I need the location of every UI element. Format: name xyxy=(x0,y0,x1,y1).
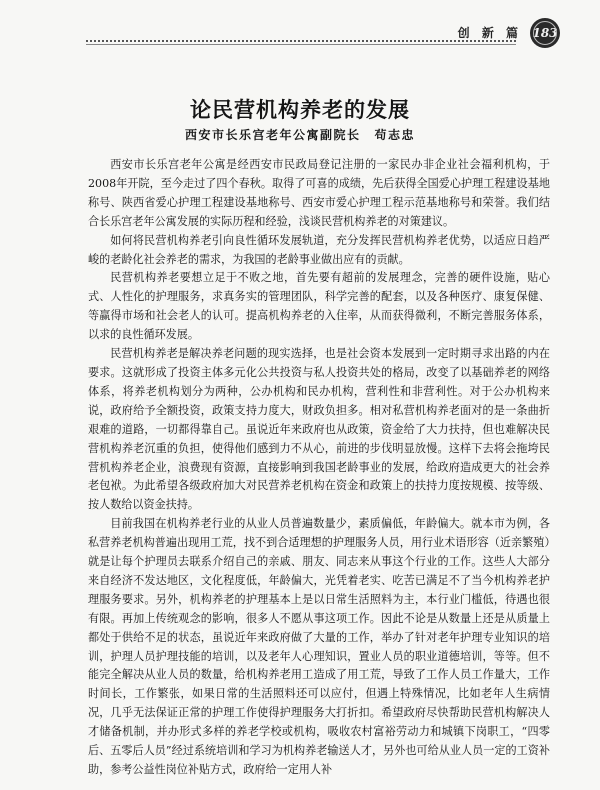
paragraph: 民营机构养老是解决养老问题的现实选择，也是社会资本发展到一定时期寻求出路的内在要求。这就形成了投资主体多元化公共投资与私人投资共处的格局，改变了以基础养老的网络体系，将养老机构划分为两种，公办机构和民办机构，营利性和非营利性。对于公办机构来说，政府给予全额投资，政策支持力度大，财政负担多。相对私营机构养老面对的是一条曲折艰难的道路，一切都得靠自己。虽说近年来政府也从政策，资金给了大力扶持，但也难解决民营机构养老沉重的负担，使得他们感到力不从心，前进的步伐明显放慢。这样下去将会拖垮民营机构养老企业，浪费现有资源，直接影响到我国老龄事业的发展，给政府造成更大的社会养老包袱。为此希望各级政府加大对民营养老机构在资金和政策上的扶持力度按规模、按等级、按人数给以资金扶持。 xyxy=(88,347,550,512)
author-name: 茍志忠 xyxy=(374,128,416,142)
paragraph: 如何将民营机构养老引向良性循环发展轨道，充分发挥民营机构养老优势，以适应日趋严峻的老龄化社会养老的需求，为我国的老龄事业做出应有的贡献。 xyxy=(88,233,550,266)
byline xyxy=(0,126,600,143)
paragraph: 民营机构养老要想立足于不败之地，首先要有超前的发展理念，完善的硬件设施，贴心式、人性化的护理服务，求真务实的管理团队，科学完善的配套，以及各种医疗、康复保健、等赢得市场和社会老人的认可。提高机构养老的入住率，从而获得微利，不断完善服务体系，以求的良性循环发展。 xyxy=(88,271,550,342)
article-title: 论民营机构养老的发展 xyxy=(190,97,410,122)
paragraph: 目前我国在机构养老行业的从业人员普遍数量少，素质偏低，年龄偏大。就本市为例，各私营养老机构普遍出现用工荒，找不到合适理想的护理服务人员，用行业术语形容（近亲繁殖）就是让每个护理员去联系介绍自己的亲戚、朋友、同志来从事这个行业的工作。这些人大部分来自经济不发达地区，文化程度低，年龄偏大，光凭着老实、吃苦已满足不了当今机构养老护理服务要求。另外，机构养老的护理基本上是以日常生活照料为主，本行业门槛低，待遇也很有限。再加上传统观念的影响，很多人不愿从事这项工作。因此不论是从数量上还是从质量上都处于供给不足的状态，虽说近年来政府做了大量的工作，举办了针对老年护理专业知识的培训，护理人员护理技能的培训，以及老年人心理知识，置业人员的职业道德培训，等等。但不能完全解决从业人员的数量，给机构养老用工造成了用工荒，导致了工作人员工作量大，工作时间长，工作繁张，如果日常的生活照料还可以应付，但遇上特殊情况，比如老年人生病情况，几乎无法保证正常的护理工作使得护理服务大打折扣。希望政府尽快帮助民营机构解决人才储备机制，并办形式多样的养老学校或机构，吸收农村富裕劳动力和城镇下岗职工，“四零后、五零后人员”经过系统培训和学习为机构养老输送人才，另外也可给从业人员一定的工资补助，参考公益性岗位补贴方式，政府给一定用人补 xyxy=(88,517,550,776)
page-number-badge: 183 xyxy=(530,18,560,48)
section-label: 创 新 篇 xyxy=(457,26,522,40)
article-body xyxy=(88,156,550,780)
author-affiliation: 西安市长乐宫老年公寓副院长 xyxy=(184,128,361,142)
header-rule xyxy=(86,44,516,45)
header-dotted-rule xyxy=(86,40,516,42)
paragraph: 西安市长乐宫老年公寓是经西安市民政局登记注册的一家民办非企业社会福利机构，于2008年开院，至今走过了四个春秋。取得了可喜的成绩，先后获得全国爱心护理工程建设基地称号、陕西省爱心护理工程建设基地称号、西安市爱心护理工程示范基地称号和荣誉。我们结合长乐宫老年公寓发展的实际历程和经验，浅谈民营机构养老的对策建议。 xyxy=(88,158,550,228)
